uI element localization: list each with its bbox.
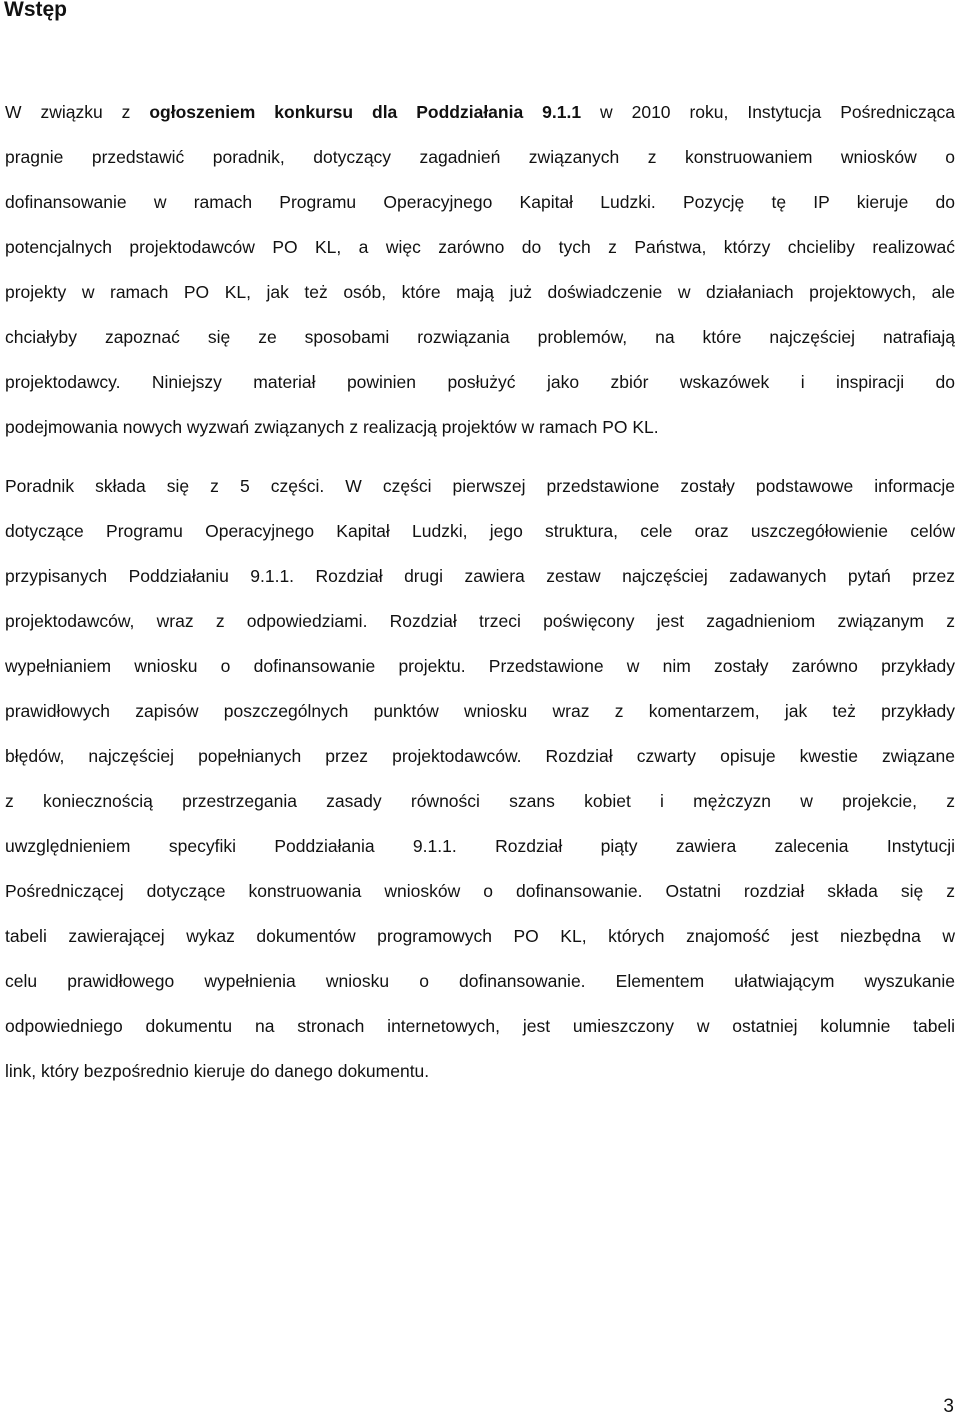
paragraph-line: prawidłowych zapisów poszczególnych punktów wniosku wraz z komentarzem, jak też przykłady bbox=[5, 701, 955, 721]
paragraph-line: pragnie przedstawić poradnik, dotyczący zagadnień związanych z konstruowaniem wniosków o bbox=[5, 147, 955, 167]
paragraph-line: projektodawcy. Niniejszy materiał powinien posłużyć jako zbiór wskazówek i inspiracji do bbox=[5, 372, 955, 392]
paragraph-line: Pośredniczącej dotyczące konstruowania wniosków o dofinansowanie. Ostatni rozdział składa się z bbox=[5, 881, 955, 901]
paragraph-line: projektodawców, wraz z odpowiedziami. Rozdział trzeci poświęcony jest zagadnieniom związanym z bbox=[5, 611, 955, 631]
text-run: W związku z bbox=[5, 102, 150, 122]
paragraph-line: dotyczące Programu Operacyjnego Kapitał Ludzki, jego struktura, cele oraz uszczegółowienie celów bbox=[5, 521, 955, 541]
paragraph-line: tabeli zawierającej wykaz dokumentów programowych PO KL, których znajomość jest niezbędna w bbox=[5, 926, 955, 946]
paragraph-line: projekty w ramach PO KL, jak też osób, które mają już doświadczenie w działaniach projektowych, ale bbox=[5, 282, 955, 302]
section-heading: Wstęp bbox=[4, 0, 67, 21]
paragraph-line: potencjalnych projektodawców PO KL, a więc zarówno do tych z Państwa, którzy chcieliby realizować bbox=[5, 237, 955, 257]
paragraph-line: wypełnianiem wniosku o dofinansowanie projektu. Przedstawione w nim zostały zarówno przykłady bbox=[5, 656, 955, 676]
paragraph-line bbox=[5, 90, 955, 135]
page-number: 3 bbox=[943, 1396, 954, 1417]
bold-text-run: ogłoszeniem konkursu dla Poddziałania 9.1.1 bbox=[149, 102, 582, 122]
paragraph-line: podejmowania nowych wyzwań związanych z realizacją projektów w ramach PO KL. bbox=[5, 417, 659, 437]
intro-paragraph bbox=[5, 90, 955, 450]
structure-paragraph bbox=[5, 464, 955, 1094]
paragraph-line: błędów, najczęściej popełnianych przez projektodawców. Rozdział czwarty opisuje kwestie związane bbox=[5, 746, 955, 766]
paragraph-line: chciałyby zapoznać się ze sposobami rozwiązania problemów, na które najczęściej natrafiają bbox=[5, 327, 955, 347]
paragraph-line: z koniecznością przestrzegania zasady równości szans kobiet i mężczyzn w projekcie, z bbox=[5, 791, 955, 811]
text-run: w 2010 roku, Instytucja Pośrednicząca bbox=[581, 102, 955, 122]
paragraph-line: przypisanych Poddziałaniu 9.1.1. Rozdział drugi zawiera zestaw najczęściej zadawanych pytań przez bbox=[5, 566, 955, 586]
paragraph-line: celu prawidłowego wypełnienia wniosku o dofinansowanie. Elementem ułatwiającym wyszukanie bbox=[5, 971, 955, 991]
paragraph-line: Poradnik składa się z 5 części. W części pierwszej przedstawione zostały podstawowe informacje bbox=[5, 476, 955, 496]
paragraph-line: dofinansowanie w ramach Programu Operacyjnego Kapitał Ludzki. Pozycję tę IP kieruje do bbox=[5, 192, 955, 212]
paragraph-line: uwzględnieniem specyfiki Poddziałania 9.1.1. Rozdział piąty zawiera zalecenia Instytucji bbox=[5, 836, 955, 856]
paragraph-line: link, który bezpośrednio kieruje do danego dokumentu. bbox=[5, 1061, 430, 1081]
paragraph-line: odpowiedniego dokumentu na stronach internetowych, jest umieszczony w ostatniej kolumnie tabeli bbox=[5, 1016, 955, 1036]
